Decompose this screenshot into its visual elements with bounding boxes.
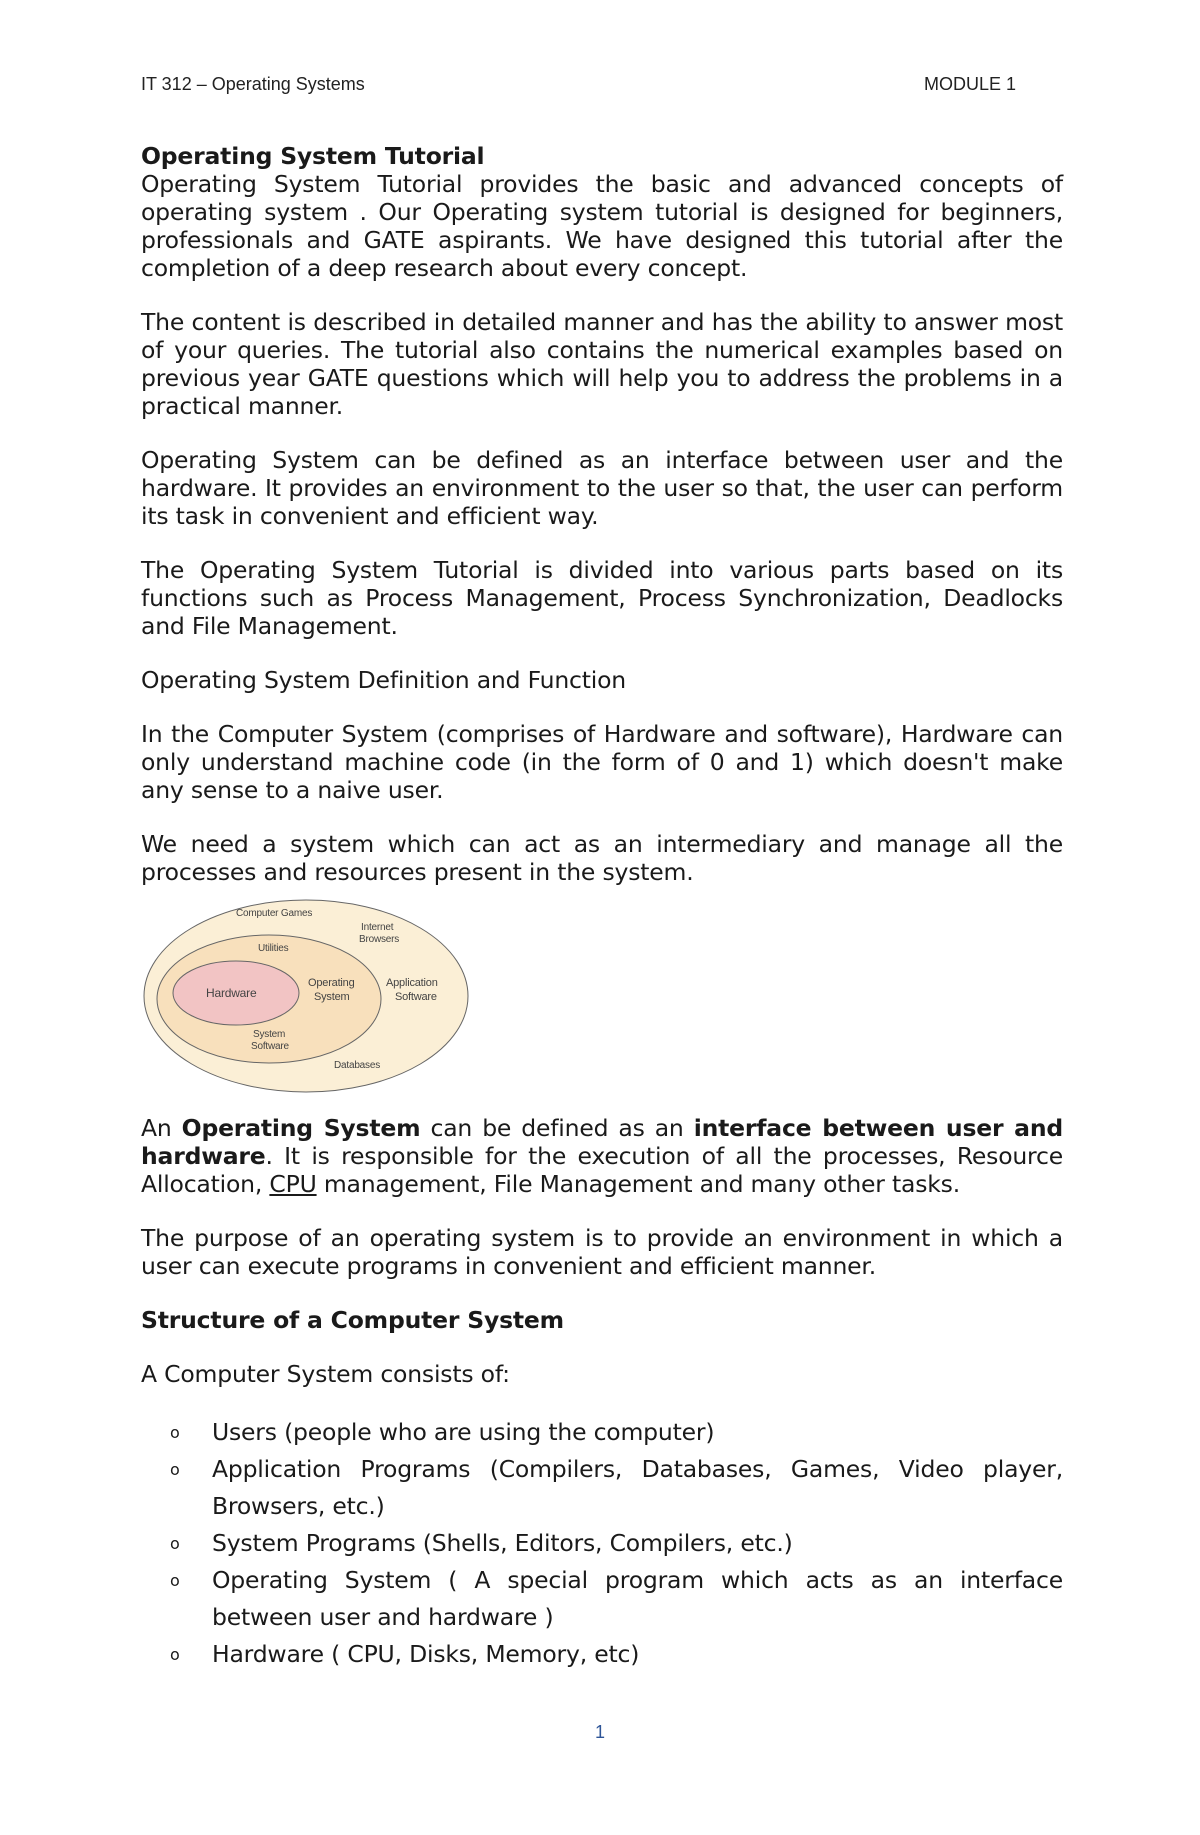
list-item-text: Users (people who are using the computer)	[212, 1418, 715, 1446]
page-title: Operating System Tutorial	[141, 142, 485, 170]
label-utilities: Utilities	[258, 943, 289, 954]
bold-term: interface between user and hardware	[141, 1114, 1063, 1170]
section-heading: Structure of a Computer System	[141, 1306, 564, 1334]
page-number: 1	[594, 1722, 605, 1742]
section-subtitle: Operating System Definition and Function	[141, 666, 626, 694]
list-item	[141, 1562, 1063, 1636]
structure-intro: A Computer System consists of:	[141, 1360, 510, 1388]
paragraph-parts: The Operating System Tutorial is divided into various parts based on its functions such as Process Management, Process Synchronization, Deadlocks and File Management.	[141, 556, 1063, 640]
bullet: o	[170, 1423, 180, 1442]
bullet: o	[170, 1571, 180, 1590]
list-item-text: System Programs (Shells, Editors, Compilers, etc.)	[212, 1529, 793, 1557]
paragraph-intermediary: We need a system which can act as an intermediary and manage all the processes and resources present in the system.	[141, 830, 1063, 886]
structure-list	[141, 1414, 1063, 1673]
label-system: System	[314, 991, 350, 1003]
bold-term: Operating System	[181, 1114, 421, 1142]
text-run: An	[141, 1114, 182, 1142]
label-databases: Databases	[334, 1060, 381, 1071]
paragraph-hardware: In the Computer System (comprises of Hardware and software), Hardware can only understand machine code (in the form of 0 and 1) which doesn't make any sense to a naive user.	[141, 720, 1063, 804]
label-browsers: Browsers	[359, 934, 400, 945]
list-item	[141, 1451, 1063, 1525]
label-system-software-2: Software	[251, 1041, 289, 1052]
list-item	[141, 1636, 1063, 1673]
label-computer-games: Computer Games	[236, 908, 313, 919]
header-module: MODULE 1	[923, 74, 1016, 94]
bullet: o	[170, 1460, 180, 1479]
paragraph-definition: Operating System can be defined as an interface between user and the hardware. It provides an environment to the user so that, the user can perform its task in convenient and efficient way.	[141, 446, 1063, 530]
label-software: Software	[395, 991, 437, 1003]
paragraph-os-definition	[141, 1114, 1063, 1198]
os-layers-diagram	[141, 896, 471, 1096]
document-body	[141, 142, 1063, 1673]
paragraph-content: The content is described in detailed manner and has the ability to answer most of your queries. The tutorial also contains the numerical examples based on previous year GATE questions which will help you to address the problems in a practical manner.	[141, 308, 1063, 420]
label-hardware: Hardware	[206, 986, 257, 1000]
label-operating: Operating	[308, 977, 355, 989]
list-item	[141, 1525, 1063, 1562]
cpu-link[interactable]: CPU	[269, 1170, 317, 1198]
paragraph-purpose: The purpose of an operating system is to provide an environment in which a user can execute programs in convenient and efficient manner.	[141, 1224, 1063, 1280]
paragraph-intro: Operating System Tutorial provides the basic and advanced concepts of operating system . Our Operating system tutorial is designed for beginners, professionals and GATE aspirants. We have designed this tutorial after the completion of a deep research about every concept.	[141, 170, 1063, 282]
list-item	[141, 1414, 1063, 1451]
bullet: o	[170, 1645, 180, 1664]
list-item-text: Operating System ( A special program which acts as an interface between user and hardware )	[212, 1566, 1063, 1631]
header-course: IT 312 – Operating Systems	[141, 74, 365, 94]
label-internet: Internet	[361, 922, 394, 933]
label-system-software-1: System	[253, 1029, 286, 1040]
text-run: management, File Management and many other tasks.	[316, 1170, 960, 1198]
text-run: can be defined as an	[420, 1114, 694, 1142]
text-run: . It is responsible for the execution of all the processes, Resource Allocation,	[141, 1142, 1063, 1198]
list-item-text: Hardware ( CPU, Disks, Memory, etc)	[212, 1640, 640, 1668]
label-application: Application	[386, 977, 438, 989]
bullet: o	[170, 1534, 180, 1553]
list-item-text: Application Programs (Compilers, Databases, Games, Video player, Browsers, etc.)	[212, 1455, 1063, 1520]
